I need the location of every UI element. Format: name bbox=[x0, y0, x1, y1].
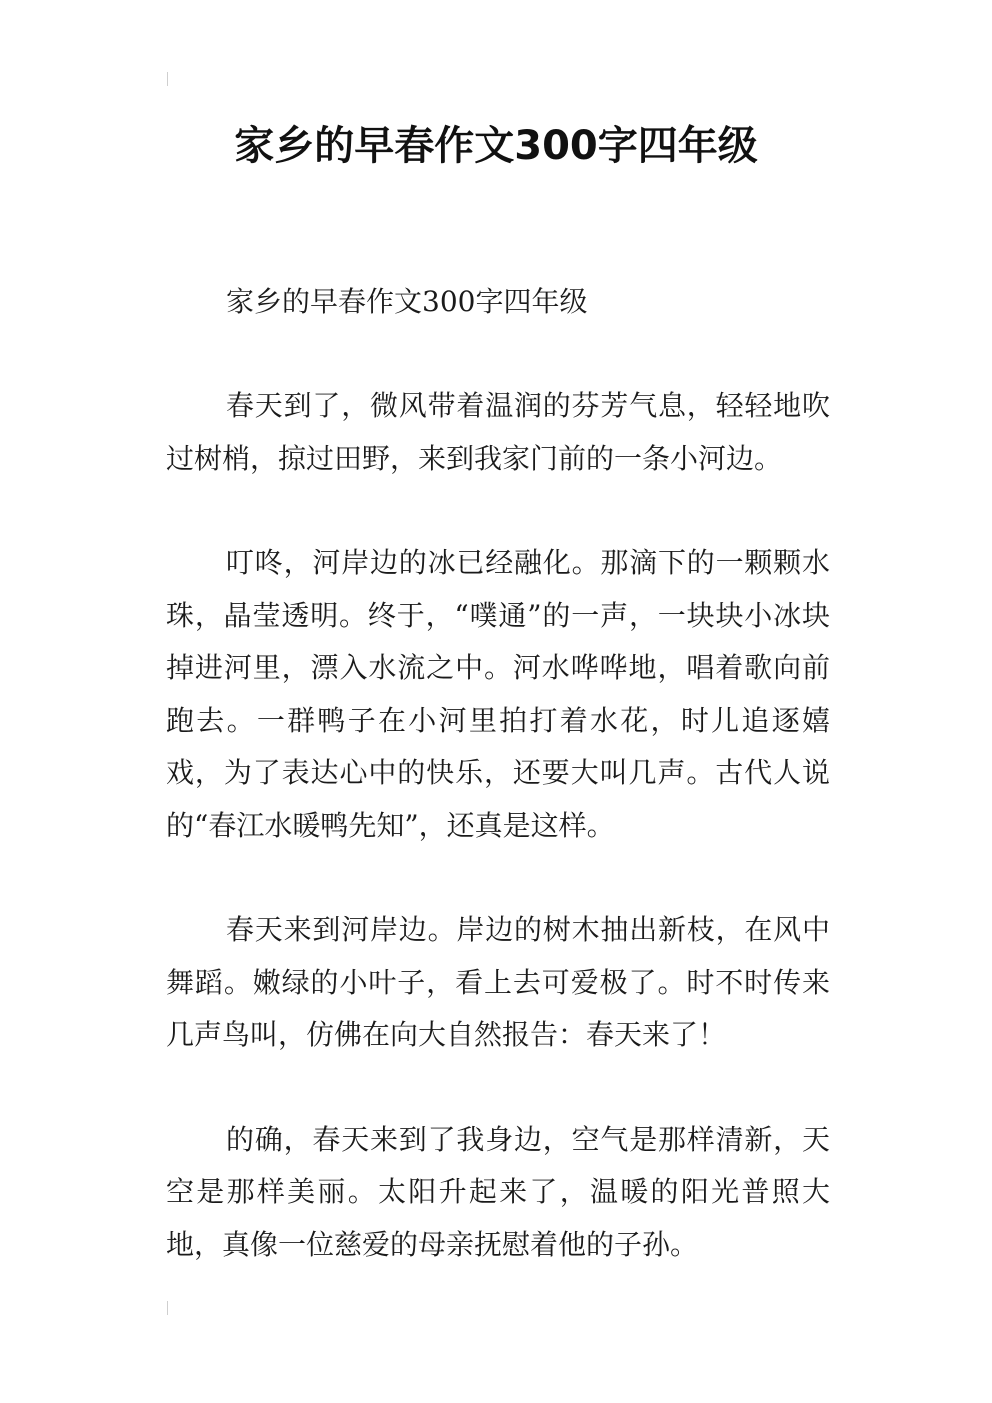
page-corner-mark-bottom bbox=[167, 1301, 168, 1315]
paragraph-2: 叮咚，河岸边的冰已经融化。那滴下的一颗颗水珠，晶莹透明。终于，“噗通”的一声，一块块小冰块掉进河里，漂入水流之中。河水哗哗地，唱着歌向前跑去。一群鸭子在小河里拍打着水花，时儿追逐嬉戏，为了表达心中的快乐，还要大叫几声。古代人说的“春江水暖鸭先知”，还真是这样。 bbox=[166, 546, 830, 842]
document-title: 家乡的早春作文300字四年级 bbox=[234, 123, 758, 169]
paragraph-1: 春天到了，微风带着温润的芬芳气息，轻轻地吹过树梢，掠过田野，来到我家门前的一条小河边。 bbox=[166, 389, 830, 475]
page-corner-mark-top bbox=[167, 72, 168, 86]
paragraph-4: 的确，春天来到了我身边，空气是那样清新，天空是那样美丽。太阳升起来了，温暖的阳光普照大地，真像一位慈爱的母亲抚慰着他的子孙。 bbox=[166, 1122, 830, 1261]
paragraph-3: 春天来到河岸边。岸边的树木抽出新枝，在风中舞蹈。嫩绿的小叶子，看上去可爱极了。时不时传来几声鸟叫，仿佛在向大自然报告：春天来了！ bbox=[166, 913, 830, 1051]
document-body bbox=[166, 276, 830, 1271]
document-subtitle: 家乡的早春作文300字四年级 bbox=[226, 285, 588, 318]
